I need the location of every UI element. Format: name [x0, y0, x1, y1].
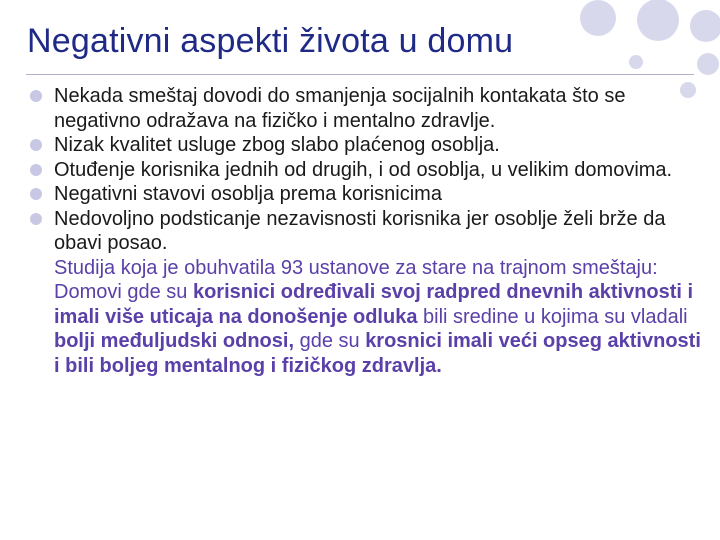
bullet-item: [30, 133, 710, 158]
bullet-text: Nekada smeštaj dovodi do smanjenja socijalnih kontakata što se negativno odražava na fizičko i mentalno zdravlje.: [54, 85, 626, 132]
bullet-text: Nizak kvalitet usluge zbog slabo plaćenog osoblja.: [54, 134, 500, 156]
bullet-text: Nedovoljno podsticanje nezavisnosti korisnika jer osoblje želi brže da obavi posao.: [54, 207, 666, 254]
slide-body: [30, 84, 710, 378]
study-text: Studija koja je obuhvatila 93 ustanove za stare na trajnom smeštaju: Domovi gde su: [54, 256, 658, 303]
study-text: bili sredine u kojima su vladali: [417, 305, 688, 328]
bullet-item: [30, 207, 710, 256]
bullet-dot-icon: [30, 90, 42, 102]
bullet-dot-icon: [30, 139, 42, 151]
bullet-dot-icon: [30, 164, 42, 176]
bullet-item: [30, 84, 710, 133]
title-divider: [26, 74, 694, 75]
bullet-item: [30, 158, 710, 183]
bullet-dot-icon: [30, 188, 42, 200]
study-text: gde su: [294, 330, 366, 352]
bullet-text: Negativni stavovi osoblja prema korisnicima: [54, 183, 442, 205]
bullet-text: Otuđenje korisnika jednih od drugih, i od osoblja, u velikim domovima.: [54, 158, 673, 181]
study-highlight: bolji međuljudski odnosi,: [54, 330, 295, 352]
study-highlight: krosnici imali veći opseg aktivnosti i bili boljeg mentalnog i fizičkog zdravlja.: [54, 330, 701, 377]
study-paragraph: [30, 256, 710, 379]
bullet-item: [30, 182, 710, 207]
slide-title: Negativni aspekti života u domu: [27, 22, 514, 60]
study-highlight: korisnici određivali svoj radpred dnevnih aktivnosti i imali više uticaja na donošenje odluka: [54, 281, 694, 328]
bullet-dot-icon: [30, 213, 42, 225]
